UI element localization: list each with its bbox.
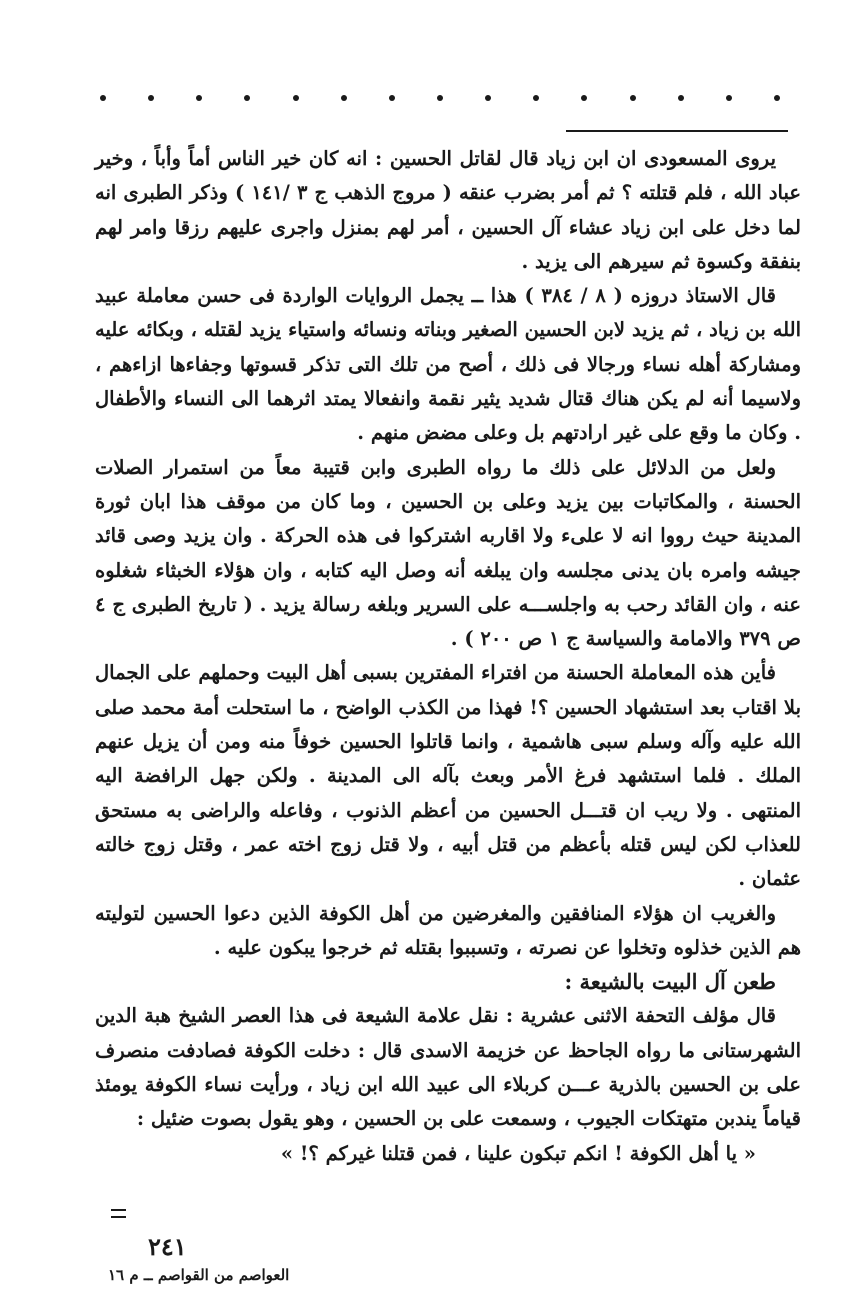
- decorative-dot: [678, 95, 684, 101]
- decorative-dot: [389, 95, 395, 101]
- paragraph-6: قال مؤلف التحفة الاثنى عشرية : نقل علامة الشيعة فى هذا العصر الشيخ هبة الدين الشهرستانى ما رواه الجاحظ عن خزيمة الاسدى قال : دخلت الكوفة فصادفت منصرف على بن الحسين بالذرية عـــن كربلاء الى عبيد الله ابن زياد ، ورأيت نساء الكوفة يومئذ قياماً يندبن متهتكات الجيوب ، وسمعت على بن الحسين ، وهو يقول بصوت ضئيل :: [95, 1004, 801, 1131]
- decorative-dot: [244, 95, 250, 101]
- page-text: [95, 142, 801, 1171]
- paragraph-4: فأين هذه المعاملة الحسنة من افتراء المفترين بسبى أهل البيت وحملهم على الجمال بلا اقتاب بعد استشهاد الحسين ؟! فهذا من الكذب الواضح ، ما استحلت أمة محمد صلى الله عليه وآله وسلم سبى هاشمية ، وانما قاتلوا الحسين خوفاً منه ومن أن يزيل عنهم الملك . فلما استشهد فرغ الأمر وبعث بآله الى المدينة . ولكن جهل الرافضة اليه المنتهى . ولا ريب ان قتـــل الحسين من أعظم الذنوب ، وفاعله والراضى به مستحق للعذاب لكن ليس قتله بأعظم من قتل أبيه ، ولا قتل زوج اخته عمر ، وقتل زوج خالته عثمان .: [95, 661, 801, 891]
- decorative-dot: [726, 95, 732, 101]
- decorative-dot: [533, 95, 539, 101]
- paragraph-5: والغريب ان هؤلاء المنافقين والمغرضين من أهل الكوفة الذين دعوا الحسين لتوليته هم الذين خذلوه وتخلوا عن نصرته ، وتسببوا بقتله ثم خرجوا يبكون عليه .: [95, 901, 801, 959]
- decorative-dot: [196, 95, 202, 101]
- decorative-dot: [485, 95, 491, 101]
- footer-signature: العواصم من القواصم ــ م ١٦: [108, 1266, 290, 1284]
- decorative-dot: [341, 95, 347, 101]
- quote: « يا أهل الكوفة ! انكم تبكون علينا ، فمن قتلنا غيركم ؟! »: [280, 1141, 756, 1165]
- decorative-dot: [100, 95, 106, 101]
- decorative-dot: [293, 95, 299, 101]
- paragraph-1: يروى المسعودى ان ابن زياد قال لقاتل الحسين : انه كان خير الناس أماً وأباً ، وخير عباد الله ، فلم قتلته ؟ ثم أمر بضرب عنقه ( مروج الذهب ج ٣ /١٤١ ) وذكر الطبرى انه لما دخل على ابن زياد عشاء آل الحسين ، أمر لهم بمنزل واجرى عليهم رزقا وامر لهم بنفقة وكسوة ثم سيرهم الى يزيد .: [95, 147, 801, 273]
- decorative-dot: [581, 95, 587, 101]
- paragraph-3: ولعل من الدلائل على ذلك ما رواه الطبرى وابن قتيبة معاً من استمرار الصلات الحسنة ، والمكاتبات بين يزيد وعلى بن الحسين ، وما كان من موقف هذا ابان ثورة المدينة حيث رووا انه لا علىء ولا اقاربه اشتركوا فى هذه الحركة . وان يزيد وصى قائد جيشه وامره بان يدنى مجلسه وان يبلغه أنه وصل اليه كتابه ، وان هؤلاء الخبثاء شغلوه عنه ، وان القائد رحب به واجلســـه على السرير وبلغه رسالة يزيد . ( تاريخ الطبرى ج ٤ ص ٣٧٩ والامامة والسياسة ج ١ ص ٢٠٠ ) .: [95, 455, 801, 651]
- footnote-mark: [111, 1209, 126, 1218]
- decorative-dot: [148, 95, 154, 101]
- decorative-dot: [774, 95, 780, 101]
- paragraph-2: قال الاستاذ دروزه ( ٨ / ٣٨٤ ) هذا ــ يجمل الروايات الواردة فى حسن معاملة عبيد الله بن زياد ، ثم يزيد لابن الحسين الصغير وبناته ونسائه واستياء يزيد لقتله ، وبكائه عليه ومشاركة أهله نساء ورجالا فى ذلك ، أصح من تلك التى تذكر قسوتها وجفاءها ازاءهم ، ولاسيما أنه لم يكن هناك قتال شديد يثير نقمة وانفعالا يمتد اثرهما الى النساء والأطفال . وكان ما وقع على غير ارادتهم بل وعلى مضض منهم .: [95, 284, 801, 445]
- section-heading: طعن آل البيت بالشيعة :: [564, 969, 776, 995]
- decorative-dot: [437, 95, 443, 101]
- decorative-dot: [630, 95, 636, 101]
- decorative-dots-row: [100, 88, 780, 108]
- top-rule: [566, 130, 788, 132]
- page-number: ٢٤١: [148, 1232, 187, 1261]
